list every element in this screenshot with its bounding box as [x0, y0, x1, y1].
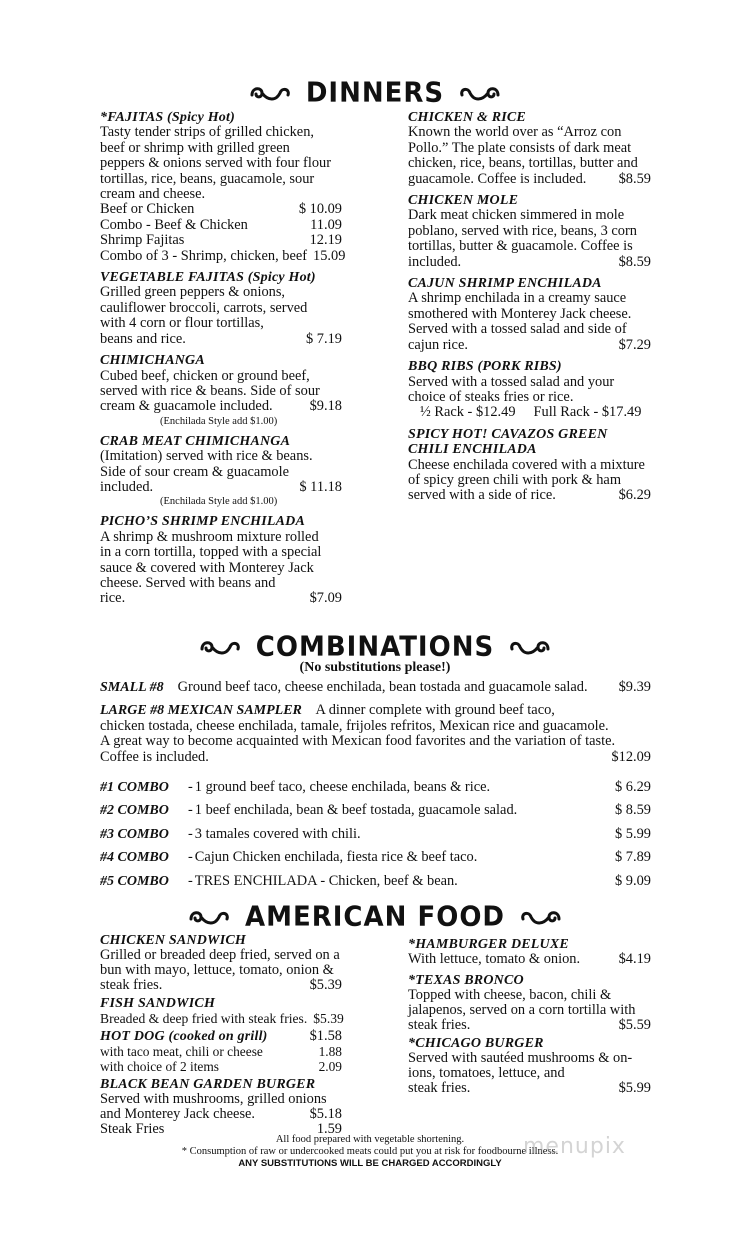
menu-item: [408, 973, 651, 1033]
item-name: *FAJITAS (Spicy Hot): [100, 110, 235, 125]
price: $9.18: [309, 398, 342, 415]
price-line: [100, 332, 342, 347]
item-note: (Enchilada Style add $1.00): [160, 496, 278, 508]
item-name: *TEXAS BRONCO: [408, 973, 524, 988]
price-label: Combo - Beef & Chicken: [100, 216, 248, 233]
price-label: served with a side of rice.: [408, 487, 556, 504]
item-name: #3 COMBO: [100, 826, 169, 842]
item-desc: tortillas, rice, beans, guacamole, sour: [100, 170, 315, 187]
item-name: CRAB MEAT CHIMICHANGA: [100, 433, 291, 449]
price-label: and Monterey Jack cheese.: [100, 1106, 256, 1122]
item-name: BLACK BEAN GARDEN BURGER: [100, 1077, 316, 1092]
item-name: SMALL #8: [100, 680, 164, 695]
item-desc: chicken, rice, beans, tortillas, butter and: [408, 155, 638, 172]
item-desc: (Imitation) served with rice & beans.: [100, 448, 313, 465]
price: 2.09: [318, 1059, 342, 1074]
item-desc: of spicy green chili with pork & ham: [408, 471, 622, 488]
price-line: [100, 750, 651, 765]
price-label: beans and rice.: [100, 330, 186, 347]
item-name: *HAMBURGER DELUXE: [408, 937, 569, 952]
menu-item: [408, 937, 651, 967]
price: $ 6.29: [615, 779, 651, 796]
footer-line: * Consumption of raw or undercooked meats could put you at risk for foodbourne illness.: [181, 1146, 559, 1157]
price-label: Shrimp Fajitas: [100, 232, 185, 249]
menu-item: [100, 110, 346, 264]
price-line: [100, 978, 342, 993]
item-desc: served with rice & beans. Side of sour: [100, 382, 320, 399]
footer-line: ANY SUBSTITUTIONS WILL BE CHARGED ACCORDINGLY: [238, 1158, 502, 1169]
price: $8.59: [618, 253, 651, 270]
price: 11.09: [310, 216, 342, 233]
item-desc: cream and cheese.: [100, 186, 206, 203]
menu-item: [100, 353, 342, 428]
combo-small8: [100, 680, 651, 695]
price: 12.19: [309, 232, 342, 249]
price: $5.59: [618, 1017, 651, 1033]
item-desc: jalapenos, served on a corn tortilla with: [408, 1002, 636, 1018]
price-label: Beef or Chicken: [100, 201, 195, 218]
price-line: [100, 1107, 342, 1122]
dinners-header: [0, 78, 750, 108]
combo-row: #5 COMBO - TRES ENCHILADA - Chicken, beef & bean. $ 9.09: [100, 872, 651, 889]
price-label: steak fries.: [100, 977, 163, 993]
item-desc: cauliflower broccoli, carrots, served: [100, 299, 308, 316]
price: $5.39: [309, 977, 342, 993]
item-desc: Cubed beef, chicken or ground beef,: [100, 367, 310, 384]
price-line: [408, 488, 651, 503]
dinners-title: DINNERS: [305, 77, 445, 109]
item-desc: Served with mushrooms, grilled onions: [100, 1091, 327, 1107]
scroll-ornament-icon: [187, 905, 231, 929]
item-desc: in a corn tortilla, topped with a special: [100, 544, 322, 561]
price-line: [100, 1029, 342, 1044]
item-desc: ions, tomatoes, lettuce, and: [408, 1065, 565, 1081]
price: $ 7.89: [615, 849, 651, 866]
price-line: [408, 952, 651, 967]
item-desc: A great way to become acquainted with Mexican food favorites and the variation of taste.: [100, 733, 616, 750]
american-food-title: AMERICAN FOOD: [244, 901, 505, 933]
item-desc: chicken tostada, cheese enchilada, tamale, frijoles refritos, Mexican rice and guacamole.: [100, 717, 609, 734]
item-desc: TRES ENCHILADA - Chicken, beef & bean.: [194, 872, 458, 889]
item-desc: Grilled or breaded deep fried, served on a: [100, 947, 340, 963]
item-desc: Grilled green peppers & onions,: [100, 284, 286, 301]
american-right-column: [408, 937, 651, 1096]
price: $ 7.19: [306, 330, 342, 347]
dinners-right-column: [408, 110, 651, 510]
price-line: [100, 218, 342, 233]
item-desc: smothered with Monterey Jack cheese.: [408, 305, 632, 322]
item-name: SPICY HOT! CAVAZOS GREEN CHILI ENCHILADA: [408, 426, 608, 458]
price-label: with taco meat, chili or cheese: [100, 1044, 263, 1059]
item-name: CHIMICHANGA: [100, 353, 205, 369]
item-name: PICHO’S SHRIMP ENCHILADA: [100, 514, 305, 530]
item-desc: Pollo.” The plate consists of dark meat: [408, 139, 632, 156]
price: 1.88: [318, 1044, 342, 1059]
price-label: ½ Rack - $12.49 Full Rack - $17.49: [420, 404, 642, 421]
item-desc: Tasty tender strips of grilled chicken,: [100, 124, 314, 141]
price: $ 5.99: [615, 825, 651, 842]
scroll-ornament-icon: [508, 635, 552, 659]
item-desc: A dinner complete with ground beef taco,: [315, 702, 555, 719]
scroll-ornament-icon: [198, 635, 242, 659]
combo-row: #3 COMBO - 3 tamales covered with chili. $ 5.99: [100, 825, 651, 842]
price: $4.19: [618, 951, 651, 967]
item-desc: A shrimp enchilada in a creamy sauce: [408, 290, 627, 307]
price-line: [100, 1059, 342, 1074]
price: $ 9.09: [615, 872, 651, 889]
item-desc: sauce & covered with Monterey Jack: [100, 559, 314, 576]
american-left-column: [100, 933, 342, 1137]
item-desc: Cheese enchilada covered with a mixture: [408, 456, 645, 473]
menu-item: [408, 359, 651, 421]
item-desc: Topped with cheese, bacon, chili &: [408, 987, 612, 1003]
item-name: LARGE #8 MEXICAN SAMPLER: [100, 703, 302, 719]
price-line: [408, 255, 651, 270]
item-desc: 1 ground beef taco, cheese enchilada, beans & rice.: [194, 779, 491, 796]
price-label: cream & guacamole included.: [100, 398, 273, 415]
item-name: CHICKEN & RICE: [408, 110, 526, 125]
menu-item: [408, 1036, 651, 1096]
item-desc: bun with mayo, lettuce, tomato, onion &: [100, 962, 334, 978]
item-desc: choice of steaks fries or rice.: [408, 388, 574, 405]
price: 15.09: [313, 247, 346, 264]
item-desc: Coffee is included.: [100, 748, 209, 765]
item-desc: Ground beef taco, cheese enchilada, bean tostada and guacamole salad.: [177, 679, 588, 695]
price-label: included.: [408, 253, 462, 270]
price: $12.09: [611, 748, 651, 765]
item-name: *CHICAGO BURGER: [408, 1036, 544, 1051]
price-line: [100, 591, 342, 606]
item-desc: Side of sour cream & guacamole: [100, 463, 290, 480]
scroll-ornament-icon: [248, 81, 292, 105]
price-label: guacamole. Coffee is included.: [408, 170, 587, 187]
price: $5.39: [313, 1011, 344, 1026]
price: $5.18: [309, 1106, 342, 1122]
item-desc: Served with a tossed salad and your: [408, 373, 615, 390]
price-line: [100, 399, 342, 414]
item-name: CHICKEN MOLE: [408, 193, 519, 209]
item-name: BBQ RIBS (PORK RIBS): [408, 359, 562, 375]
price: $7.09: [309, 590, 342, 607]
price-line: [100, 247, 346, 264]
item-desc: cheese. Served with beans and: [100, 574, 276, 591]
price-label: With lettuce, tomato & onion.: [408, 951, 581, 967]
price: $ 10.09: [298, 201, 342, 218]
price-line: [408, 1081, 651, 1096]
menu-item: [100, 933, 342, 993]
item-desc: poblano, served with rice, beans, 3 corn: [408, 222, 637, 239]
menu-item: [408, 427, 651, 504]
menu-item: [100, 996, 342, 1026]
combinations-subtitle: (No substitutions please!): [299, 660, 451, 675]
price-line: [100, 202, 342, 217]
price-label: cajun rice.: [408, 336, 468, 353]
item-name: HOT DOG (cooked on grill): [100, 1029, 268, 1044]
scroll-ornament-icon: [519, 905, 563, 929]
price-label: steak fries.: [408, 1017, 471, 1033]
price-label: Breaded & deep fried with steak fries.: [100, 1011, 308, 1026]
combinations-title: COMBINATIONS: [255, 631, 495, 663]
price-label: included.: [100, 478, 154, 495]
price: $7.29: [618, 336, 651, 353]
footer: [0, 1134, 740, 1170]
price-line: [100, 233, 342, 248]
item-name: FISH SANDWICH: [100, 996, 216, 1011]
price: $ 8.59: [615, 802, 651, 819]
scroll-ornament-icon: [458, 81, 502, 105]
price: $8.59: [618, 170, 651, 187]
menu-item: [100, 434, 342, 509]
menu-item: [100, 1029, 342, 1074]
menu-item: [100, 1077, 342, 1137]
item-name: CHICKEN SANDWICH: [100, 933, 246, 948]
item-name: VEGETABLE FAJITAS (Spicy Hot): [100, 270, 316, 286]
price: $5.99: [618, 1080, 651, 1096]
footer-line: All food prepared with vegetable shortening.: [275, 1134, 465, 1145]
price-line: [408, 338, 651, 353]
watermark: menupix: [523, 1134, 626, 1159]
price: 1.59: [316, 1121, 342, 1137]
combo-row: #2 COMBO - 1 beef enchilada, bean & beef tostada, guacamole salad. $ 8.59: [100, 802, 651, 819]
price-label: Combo of 3 - Shrimp, chicken, beef: [100, 247, 308, 264]
american-food-header: [0, 902, 750, 932]
price-line: [408, 405, 651, 420]
price-line: [100, 1011, 342, 1026]
item-desc: 1 beef enchilada, bean & beef tostada, guacamole salad.: [194, 802, 518, 819]
item-note: (Enchilada Style add $1.00): [160, 415, 278, 427]
menu-item: [408, 193, 651, 270]
item-name: #5 COMBO: [100, 873, 169, 889]
item-desc: beef or shrimp with grilled green: [100, 139, 290, 156]
combinations-header: [0, 632, 750, 662]
item-desc: Served with sautéed mushrooms & on-: [408, 1050, 633, 1066]
dinners-left-column: [100, 110, 346, 613]
price-line: [100, 1044, 342, 1059]
menu-item: [100, 270, 342, 347]
price-label: rice.: [100, 590, 126, 607]
item-desc: with 4 corn or flour tortillas,: [100, 315, 264, 332]
price-label: steak fries.: [408, 1080, 471, 1096]
item-desc: 3 tamales covered with chili.: [194, 825, 361, 842]
price-line: [408, 1018, 651, 1033]
item-name: #1 COMBO: [100, 780, 169, 796]
menu-item: [408, 276, 651, 353]
item-desc: peppers & onions served with four flour: [100, 155, 332, 172]
menu-item: [408, 110, 651, 187]
item-name: CAJUN SHRIMP ENCHILADA: [408, 276, 602, 292]
item-desc: Served with a tossed salad and side of: [408, 321, 627, 338]
price-line: [100, 480, 342, 495]
price-label: Steak Fries: [100, 1121, 165, 1137]
price-line: [408, 172, 651, 187]
price-label: with choice of 2 items: [100, 1059, 219, 1074]
item-desc: Dark meat chicken simmered in mole: [408, 207, 625, 224]
combinations-list: [100, 680, 651, 889]
item-desc: Cajun Chicken enchilada, fiesta rice & beef taco.: [194, 849, 478, 866]
combo-row: #4 COMBO - Cajun Chicken enchilada, fiesta rice & beef taco. $ 7.89: [100, 849, 651, 866]
combo-large8: [100, 703, 651, 765]
menu-item: [100, 514, 342, 606]
combo-row: #1 COMBO - 1 ground beef taco, cheese enchilada, beans & rice. $ 6.29: [100, 779, 651, 796]
item-desc: tortillas, butter & guacamole. Coffee is: [408, 238, 633, 255]
item-name: #4 COMBO: [100, 850, 169, 866]
item-desc: Known the world over as “Arroz con: [408, 124, 622, 141]
item-name: #2 COMBO: [100, 803, 169, 819]
price: $ 11.18: [299, 478, 342, 495]
price: $9.39: [618, 679, 651, 695]
price: $1.58: [309, 1028, 342, 1044]
price: $6.29: [618, 487, 651, 504]
item-desc: A shrimp & mushroom mixture rolled: [100, 528, 319, 545]
